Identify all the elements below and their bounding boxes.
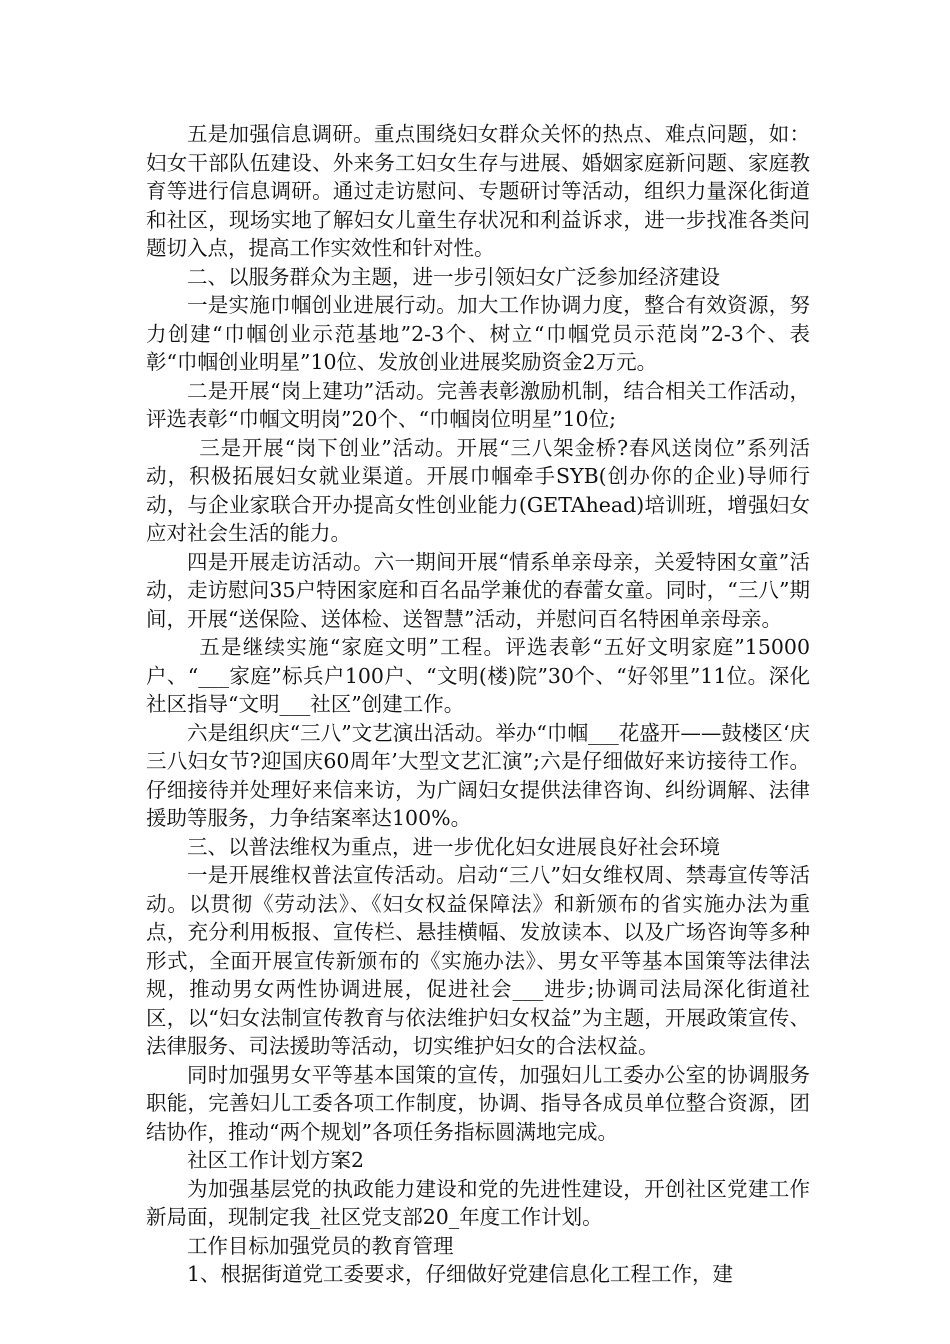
- paragraph-off-post: 三是开展“岗下创业”活动。开展“三八架金桥?春风送岗位”系列活动，积极拓展妇女就业渠道。开展巾帼牵手SYB(创办你的企业)导师行动，与企业家联合开办提高女性创业能力(GETAhead)培训班，增强妇女应对社会生活的能力。: [146, 435, 810, 545]
- document-body: [146, 120, 810, 1289]
- paragraph-item-1: 1、根据街道党工委要求，仔细做好党建信息化工程工作，建: [187, 1262, 734, 1286]
- paragraph-party-building: 为加强基层党的执政能力建设和党的先进性建设，开创社区党建工作新局面，现制定我_社区党支部20_年度工作计划。: [146, 1176, 810, 1229]
- plan-title-2: 社区工作计划方案2: [187, 1148, 365, 1172]
- goal-heading: 工作目标加强党员的教育管理: [187, 1233, 454, 1258]
- section-heading-rights: 三、以普法维权为重点，进一步优化妇女进展良好社会环境: [187, 834, 720, 859]
- paragraph-entrepreneurship: 一是实施巾帼创业进展行动。加大工作协调力度，整合有效资源，努力创建“巾帼创业示范基地”2-3个、树立“巾帼党员示范岗”2-3个、表彰“巾帼创业明星”10位、发放创业进展奖励资金2万元。: [146, 293, 810, 374]
- paragraph-performance: 六是组织庆“三八”文艺演出活动。举办“巾帼___花盛开——鼓楼区‘庆三八妇女节?迎国庆60周年’大型文艺汇演”;六是仔细做好来访接待工作。仔细接待并处理好来信来访，为广阔妇女提供法律咨询、纠纷调解、法律援助等服务，力争结案率达100%。: [146, 720, 810, 830]
- paragraph-legal-publicity: 一是开展维权普法宣传活动。启动“三八”妇女维权周、禁毒宣传等活动。以贯彻《劳动法》、《妇女权益保障法》和新颁布的省实施办法为重点，充分利用板报、宣传栏、悬挂横幅、发放读本、以及广场咨询等多种形式，全面开展宣传新颁布的《实施办法》、男女平等基本国策等法律法规，推动男女两性协调进展，促进社会___进步;协调司法局深化街道社区，以“妇女法制宣传教育与依法维护妇女权益”为主题，开展政策宣传、法律服务、司法援助等活动，切实维护妇女的合法权益。: [146, 863, 810, 1058]
- paragraph-visits: 四是开展走访活动。六一期间开展“情系单亲母亲，关爱特困女童”活动，走访慰问35户特困家庭和百名品学兼优的春蕾女童。同时，“三八”期间，开展“送保险、送体检、送智慧”活动，并慰问百名特困单亲母亲。: [146, 549, 810, 631]
- paragraph-family-civilization: 五是继续实施“家庭文明”工程。评选表彰“五好文明家庭”15000户、“___家庭”标兵户100户、“文明(楼)院”30个、“好邻里”11位。深化社区指导“文明___社区”创建工作。: [146, 635, 810, 716]
- paragraph-info-research: 五是加强信息调研。重点围绕妇女群众关怀的热点、难点问题，如：妇女干部队伍建设、外来务工妇女生存与进展、婚姻家庭新问题、家庭教育等进行信息调研。通过走访慰问、专题研讨等活动，组织力量深化街道和社区，现场实地了解妇女儿童生存状况和利益诉求，进一步找准各类问题切入点，提高工作实效性和针对性。: [146, 122, 810, 260]
- paragraph-on-post: 二是开展“岗上建功”活动。完善表彰激励机制，结合相关工作活动，评选表彰“巾帼文明岗”20个、“巾帼岗位明星”10位;: [146, 378, 810, 431]
- paragraph-equality: 同时加强男女平等基本国策的宣传，加强妇儿工委办公室的协调服务职能，完善妇儿工委各项工作制度，协调、指导各成员单位整合资源，团结协作，推动“两个规划”各项任务指标圆满地完成。: [146, 1062, 810, 1144]
- section-heading-economic: 二、以服务群众为主题，进一步引领妇女广泛参加经济建设: [187, 264, 720, 289]
